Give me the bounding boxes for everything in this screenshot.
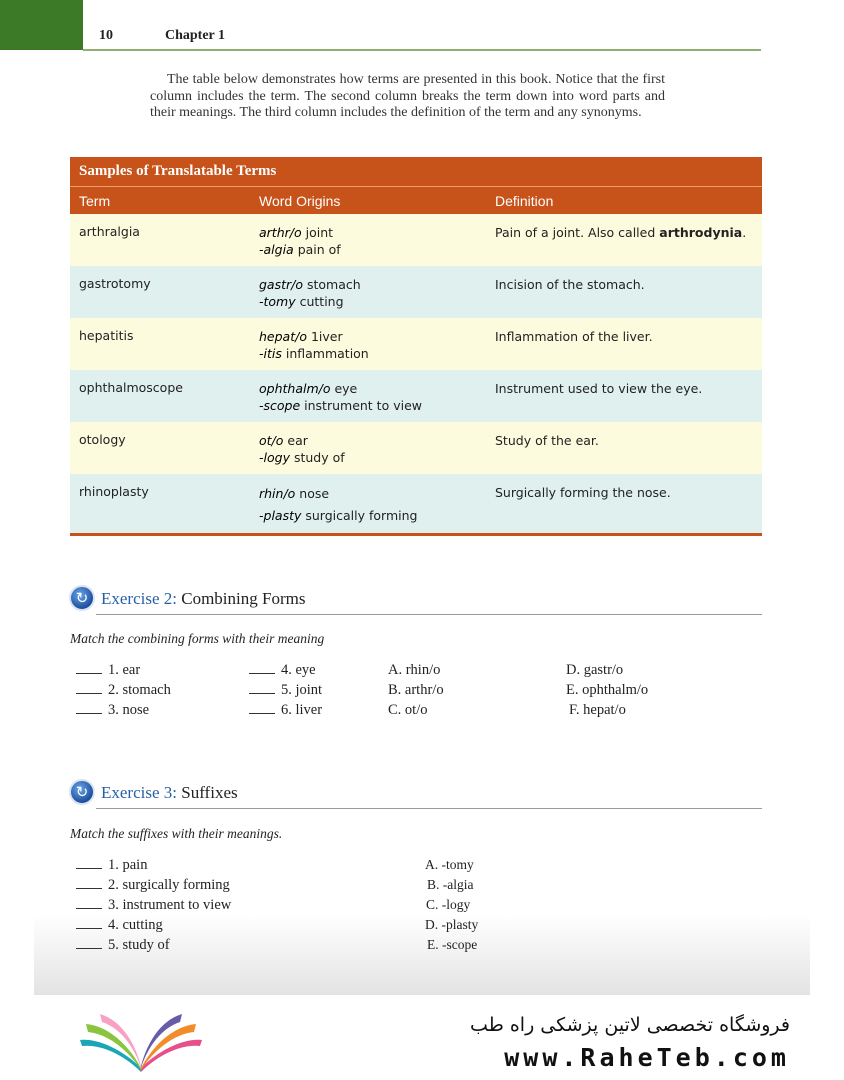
item-text: 4. cutting bbox=[108, 917, 163, 933]
word-origins-cell bbox=[259, 432, 345, 466]
exercise-2-option: A. rhin/o bbox=[388, 662, 441, 678]
table-title: Samples of Translatable Terms bbox=[70, 157, 762, 186]
definition-text: Pain of a joint. Also called bbox=[495, 225, 660, 240]
term-cell: otology bbox=[79, 432, 126, 447]
answer-blank[interactable] bbox=[76, 878, 102, 889]
word-origins-cell bbox=[259, 483, 417, 527]
header-rule bbox=[83, 49, 761, 51]
term-cell: gastrotomy bbox=[79, 276, 151, 291]
word-part-meaning: ear bbox=[283, 433, 308, 448]
word-part-meaning: nose bbox=[295, 486, 330, 501]
table-row bbox=[70, 318, 762, 370]
term-cell: arthralgia bbox=[79, 224, 140, 239]
definition-cell: Inflammation of the liver. bbox=[495, 329, 653, 344]
item-text: 6. liver bbox=[281, 702, 323, 718]
exercise-3-option: D. -plasty bbox=[425, 917, 479, 932]
exercise-refresh-icon: ↻ bbox=[69, 779, 95, 805]
definition-cell: Surgically forming the nose. bbox=[495, 485, 671, 500]
word-origins-cell bbox=[259, 328, 369, 362]
exercise-2-instruction: Match the combining forms with their meaning bbox=[70, 631, 325, 646]
word-part: ot/o bbox=[259, 433, 284, 448]
exercise-refresh-icon: ↻ bbox=[69, 585, 95, 611]
table-row bbox=[70, 214, 762, 266]
item-text: 4. eye bbox=[281, 662, 316, 678]
exercise-2-item bbox=[249, 702, 322, 719]
word-part: -plasty bbox=[259, 508, 302, 523]
exercise-2-item bbox=[76, 702, 149, 719]
word-part: rhin/o bbox=[259, 486, 296, 501]
table-row bbox=[70, 422, 762, 474]
terms-table bbox=[70, 157, 762, 536]
word-part: hepat/o bbox=[259, 329, 307, 344]
exercise-2-option: B. arthr/o bbox=[388, 682, 444, 698]
answer-blank[interactable] bbox=[76, 703, 102, 714]
word-part: -algia bbox=[259, 242, 294, 257]
exercise-3-item bbox=[76, 857, 147, 874]
answer-blank[interactable] bbox=[76, 663, 102, 674]
exercise-2-item bbox=[249, 682, 322, 699]
word-part-meaning: instrument to view bbox=[300, 398, 422, 413]
word-part-meaning: inflammation bbox=[281, 346, 369, 361]
word-part: arthr/o bbox=[259, 225, 302, 240]
exercise-3-option: C. -logy bbox=[426, 897, 471, 912]
word-origins-cell bbox=[259, 276, 361, 310]
exercise-3-item bbox=[76, 937, 170, 954]
website-url[interactable]: www.RaheTeb.com bbox=[504, 1043, 790, 1072]
definition-cell: Study of the ear. bbox=[495, 433, 599, 448]
exercise-2-option: E. ophthalm/o bbox=[566, 682, 649, 698]
term-cell: hepatitis bbox=[79, 328, 134, 343]
exercise-3-option: A. -tomy bbox=[425, 857, 474, 872]
word-part-meaning: surgically forming bbox=[301, 508, 418, 523]
exercise-3-option: B. -algia bbox=[427, 877, 474, 892]
answer-blank[interactable] bbox=[249, 683, 275, 694]
answer-blank[interactable] bbox=[76, 683, 102, 694]
exercise-2-heading bbox=[101, 589, 305, 609]
item-text: 1. pain bbox=[108, 857, 148, 873]
exercise-2-title: Combining Forms bbox=[177, 589, 306, 608]
exercise-3-label: Exercise 3: bbox=[101, 783, 177, 802]
exercise-3-item bbox=[76, 917, 163, 934]
exercise-3-item bbox=[76, 897, 231, 914]
exercise-3-instruction: Match the suffixes with their meanings. bbox=[70, 826, 283, 841]
word-origins-cell bbox=[259, 224, 341, 258]
exercise-2-item bbox=[76, 682, 171, 699]
item-text: 3. nose bbox=[108, 702, 150, 718]
word-part-meaning: stomach bbox=[303, 277, 361, 292]
book-logo-icon bbox=[78, 1010, 204, 1074]
answer-blank[interactable] bbox=[76, 898, 102, 909]
answer-blank[interactable] bbox=[76, 938, 102, 949]
term-cell: rhinoplasty bbox=[79, 484, 149, 499]
item-text: 3. instrument to view bbox=[108, 897, 232, 913]
definition-cell: Incision of the stomach. bbox=[495, 277, 645, 292]
item-text: 5. study of bbox=[108, 937, 170, 953]
exercise-2-option: D. gastr/o bbox=[566, 662, 624, 678]
exercise-2-option: F. hepat/o bbox=[569, 702, 626, 718]
column-header-definition: Definition bbox=[495, 193, 554, 209]
column-header-term: Term bbox=[79, 193, 111, 209]
exercise-2-item bbox=[249, 662, 316, 679]
word-part-meaning: joint bbox=[301, 225, 334, 240]
word-part-meaning: 1iver bbox=[306, 329, 343, 344]
exercise-2-option: C. ot/o bbox=[388, 702, 428, 718]
exercise-2-rule bbox=[96, 614, 762, 615]
word-part: -tomy bbox=[259, 294, 296, 309]
definition-cell: Instrument used to view the eye. bbox=[495, 381, 703, 396]
table-bottom-rule bbox=[70, 533, 762, 536]
answer-blank[interactable] bbox=[249, 663, 275, 674]
column-header-word-origins: Word Origins bbox=[259, 193, 341, 209]
word-part-meaning: study of bbox=[289, 450, 345, 465]
word-part: -logy bbox=[259, 450, 290, 465]
exercise-3-option: E. -scope bbox=[427, 937, 478, 952]
shop-name: فروشگاه تخصصی لاتین پزشکی راه طب bbox=[470, 1014, 790, 1036]
word-part: ophthalm/o bbox=[259, 381, 331, 396]
item-text: 1. ear bbox=[108, 662, 141, 678]
definition-end: . bbox=[742, 225, 747, 240]
exercise-3-item bbox=[76, 877, 230, 894]
chapter-label: Chapter 1 bbox=[165, 28, 226, 43]
word-part: -scope bbox=[259, 398, 301, 413]
exercise-2-item bbox=[76, 662, 140, 679]
item-text: 2. surgically forming bbox=[108, 877, 230, 893]
header-color-block bbox=[0, 0, 83, 50]
exercise-2-label: Exercise 2: bbox=[101, 589, 177, 608]
table-row bbox=[70, 370, 762, 422]
exercise-3-title: Suffixes bbox=[177, 783, 238, 802]
exercise-3-rule bbox=[96, 808, 762, 809]
word-part-meaning: eye bbox=[330, 381, 358, 396]
answer-blank[interactable] bbox=[76, 858, 102, 869]
synonym-term: arthrodynia bbox=[659, 225, 743, 240]
exercise-3-heading bbox=[101, 783, 238, 803]
word-part-meaning: pain of bbox=[293, 242, 341, 257]
intro-paragraph: The table below demonstrates how terms are presented in this book. Notice that the first column includes the term. The second column breaks the term down into word parts and their meanings. The third column includes the definition of the term and any synonyms. bbox=[150, 72, 665, 121]
answer-blank[interactable] bbox=[76, 918, 102, 929]
page-number: 10 bbox=[99, 28, 113, 43]
word-part-meaning: cutting bbox=[295, 294, 344, 309]
word-part: gastr/o bbox=[259, 277, 304, 292]
definition-cell bbox=[495, 224, 750, 241]
term-cell: ophthalmoscope bbox=[79, 380, 183, 395]
item-text: 5. joint bbox=[281, 682, 323, 698]
item-text: 2. stomach bbox=[108, 682, 171, 698]
table-row bbox=[70, 266, 762, 318]
table-header-row bbox=[70, 186, 762, 214]
word-origins-cell bbox=[259, 380, 422, 414]
word-part: -itis bbox=[259, 346, 282, 361]
answer-blank[interactable] bbox=[249, 703, 275, 714]
table-row bbox=[70, 474, 762, 533]
